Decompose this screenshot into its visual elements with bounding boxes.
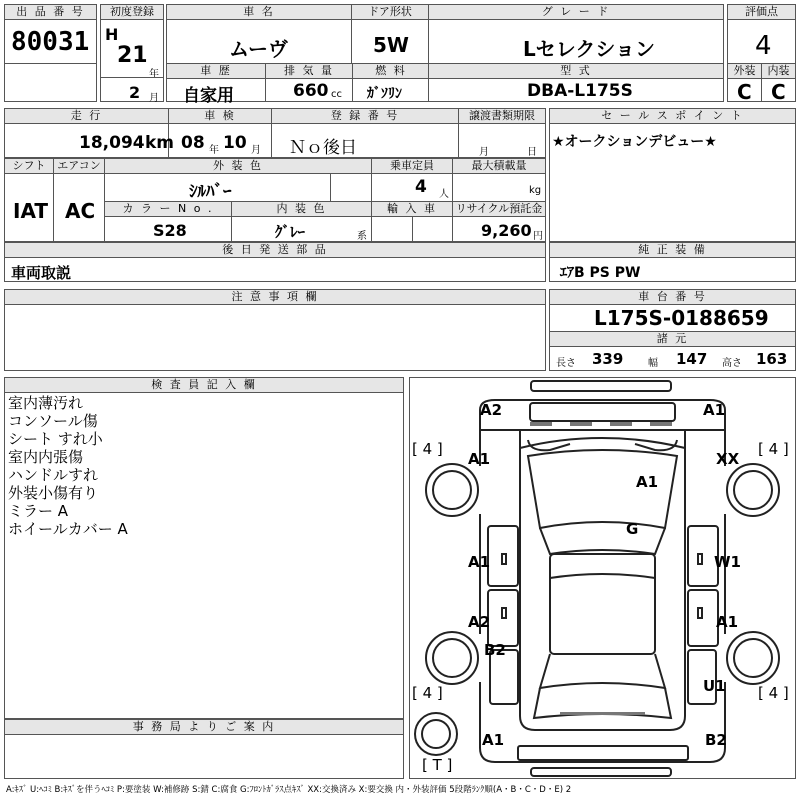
displacement: 660 xyxy=(293,81,329,101)
interior-color: ｸﾞﾚｰ xyxy=(275,223,306,241)
tire-rear-right: [ 4 ] xyxy=(758,684,789,702)
chassis-section xyxy=(549,289,796,371)
later-parts-section xyxy=(4,242,546,282)
first-registration-box xyxy=(100,4,164,102)
ac-header: エアコン xyxy=(54,159,104,173)
color-family-unit: 系 xyxy=(357,231,367,242)
era: H xyxy=(105,25,119,44)
exterior-color: ｼﾙﾊﾞｰ xyxy=(189,182,232,202)
sales-point-section xyxy=(549,108,796,242)
chassis-header: 車 台 番 号 xyxy=(550,290,795,304)
interior-header: 内装 xyxy=(762,64,795,78)
note-item: 室内内張傷 xyxy=(8,448,84,466)
damage-front-left-fender: A1 xyxy=(468,450,491,468)
score-header: 評価点 xyxy=(728,5,795,19)
inspection-year-unit: 年 xyxy=(209,145,219,156)
lot-number: 80031 xyxy=(11,27,90,57)
seating-capacity: 4 xyxy=(415,177,427,197)
width-label: 幅 xyxy=(648,358,658,369)
month-unit: 月 xyxy=(149,93,159,104)
car-outline-diagram xyxy=(410,378,795,778)
tire-front-left: [ 4 ] xyxy=(412,440,443,458)
int-color-header: 内 装 色 xyxy=(232,202,371,216)
first-reg-year: 21 xyxy=(117,43,148,68)
history-header: 車 歴 xyxy=(167,64,265,78)
cc-unit: cc xyxy=(331,89,342,100)
damage-right-rear-door: A1 xyxy=(716,613,739,631)
mileage-section xyxy=(4,108,546,158)
recycle-fee: 9,260 xyxy=(481,221,532,240)
width: 147 xyxy=(676,350,708,368)
height: 163 xyxy=(756,350,788,368)
legend-text: A:ｷｽﾞ U:ﾍｺﾐ B:ｷｽﾞを伴うﾍｺﾐ P:要塗装 W:補修跡 S:錆 C:腐食 G:ﾌﾛﾝﾄｶﾞﾗｽ点ｷｽﾞ XX:交換済み X:要交換 内・外装評価 5段階ﾗﾝｸ順(A・B・C・D・E) 2 xyxy=(6,785,572,795)
ac-type: AC xyxy=(65,199,96,223)
sales-point-header: セ ー ル ス ポ イ ン ト xyxy=(550,109,795,123)
tire-front-right: [ 4 ] xyxy=(758,440,789,458)
damage-roof: G xyxy=(626,520,639,538)
damage-rear-right: B2 xyxy=(705,731,727,749)
damage-rear-left: A1 xyxy=(482,731,505,749)
note-item: コンソール傷 xyxy=(8,412,98,430)
height-label: 高さ xyxy=(722,358,742,369)
displacement-header: 排 気 量 xyxy=(266,64,352,78)
later-parts: 車両取説 xyxy=(11,264,72,282)
transfer-month-label: 月 xyxy=(479,147,489,158)
mileage-unit: km xyxy=(145,133,175,153)
first-reg-month: 2 xyxy=(129,83,141,102)
damage-diagram xyxy=(409,377,796,779)
damage-right-quarter: U1 xyxy=(703,677,726,695)
tire-rear-left: [ 4 ] xyxy=(412,684,443,702)
damage-left-front-door: A1 xyxy=(468,553,491,571)
chassis-number: L175S-0188659 xyxy=(594,306,769,330)
office-section xyxy=(4,719,404,779)
caution-section xyxy=(4,289,546,371)
note-item: ミラー A xyxy=(8,502,69,520)
length: 339 xyxy=(592,350,624,368)
car-name: ムーヴ xyxy=(229,37,288,61)
shift-header: シフト xyxy=(5,159,53,173)
equipment-section xyxy=(549,242,796,282)
ext-color-header: 外 装 色 xyxy=(105,159,371,173)
damage-left-quarter: B2 xyxy=(484,641,506,659)
max-load-header: 最大積載量 xyxy=(453,159,545,173)
inspection-year: 08 xyxy=(181,133,205,153)
registration-number: Ｎｏ後日 xyxy=(289,138,357,158)
fuel-header: 燃 料 xyxy=(353,64,429,78)
person-unit: 人 xyxy=(439,189,449,200)
inspection-month-unit: 月 xyxy=(251,145,261,156)
model-code: DBA-L175S xyxy=(527,81,633,101)
transfer-day-label: 日 xyxy=(527,147,537,158)
specs-section xyxy=(4,158,546,242)
exterior-score: C xyxy=(737,80,752,104)
exterior-header: 外装 xyxy=(728,64,761,78)
door-type: 5W xyxy=(373,33,409,57)
caution-header: 注 意 事 項 欄 xyxy=(5,290,545,304)
office-header: 事 務 局 よ り ご 案 内 xyxy=(5,720,403,734)
lot-number-header: 出 品 番 号 xyxy=(5,5,96,19)
note-item: ホイールカバー A xyxy=(8,520,128,538)
note-item: 外装小傷有り xyxy=(8,484,99,502)
equipment-header: 純 正 装 備 xyxy=(550,243,795,257)
yen-unit: 円 xyxy=(533,231,543,242)
model-header: 型 式 xyxy=(429,64,723,78)
grade-header: グ レ ー ド xyxy=(429,5,723,19)
mileage-header: 走 行 xyxy=(5,109,168,123)
length-label: 長さ xyxy=(556,358,576,369)
damage-hood: A1 xyxy=(636,473,659,491)
note-item: ハンドルすれ xyxy=(8,466,99,484)
damage-left-rear-door: A2 xyxy=(468,613,491,631)
damage-front-left: A2 xyxy=(480,401,503,419)
color-number: S28 xyxy=(153,221,187,240)
fuel-type: ｶﾞｿﾘﾝ xyxy=(367,86,402,102)
specs-header: 諸 元 xyxy=(550,332,795,346)
recycle-header: リサイクル預託金 xyxy=(453,202,545,216)
score-box xyxy=(727,4,796,102)
grade: Lセレクション xyxy=(523,37,655,61)
later-parts-header: 後 日 発 送 部 品 xyxy=(5,243,545,257)
note-item: シート すれ小 xyxy=(8,430,103,448)
transfer-header: 譲渡書類期限 xyxy=(459,109,545,123)
inspection-month: 10 xyxy=(223,133,247,153)
lot-number-box xyxy=(4,4,97,102)
reg-no-header: 登 録 番 号 xyxy=(272,109,458,123)
inspector-header: 検 査 員 記 入 欄 xyxy=(5,378,403,392)
kg-unit: kg xyxy=(529,185,542,196)
car-name-header: 車 名 xyxy=(167,5,351,19)
vehicle-info-box xyxy=(166,4,724,106)
equipment: ｴｱB PS PW xyxy=(560,265,641,281)
interior-score: C xyxy=(771,80,786,104)
capacity-header: 乗車定員 xyxy=(372,159,452,173)
overall-score: 4 xyxy=(755,31,772,61)
door-header: ドア形状 xyxy=(352,5,428,19)
shift-type: IAT xyxy=(13,199,49,223)
first-registration-header: 初度登録 xyxy=(101,5,163,19)
inspection-header: 車 検 xyxy=(169,109,271,123)
damage-right-front-door: W1 xyxy=(714,553,741,571)
mileage: 18,094 xyxy=(79,133,145,153)
year-unit: 年 xyxy=(149,69,159,80)
note-item: 室内薄汚れ xyxy=(8,394,84,412)
vehicle-history: 自家用 xyxy=(183,86,234,106)
import-header: 輸 入 車 xyxy=(372,202,452,216)
color-no-header: カ ラ ー N o . xyxy=(105,202,231,216)
damage-front-right-fender: XX xyxy=(716,450,740,468)
spare-tire: [ T ] xyxy=(422,756,453,774)
damage-front-right: A1 xyxy=(703,401,726,419)
sales-point: ★オークションデビュー★ xyxy=(552,134,717,150)
